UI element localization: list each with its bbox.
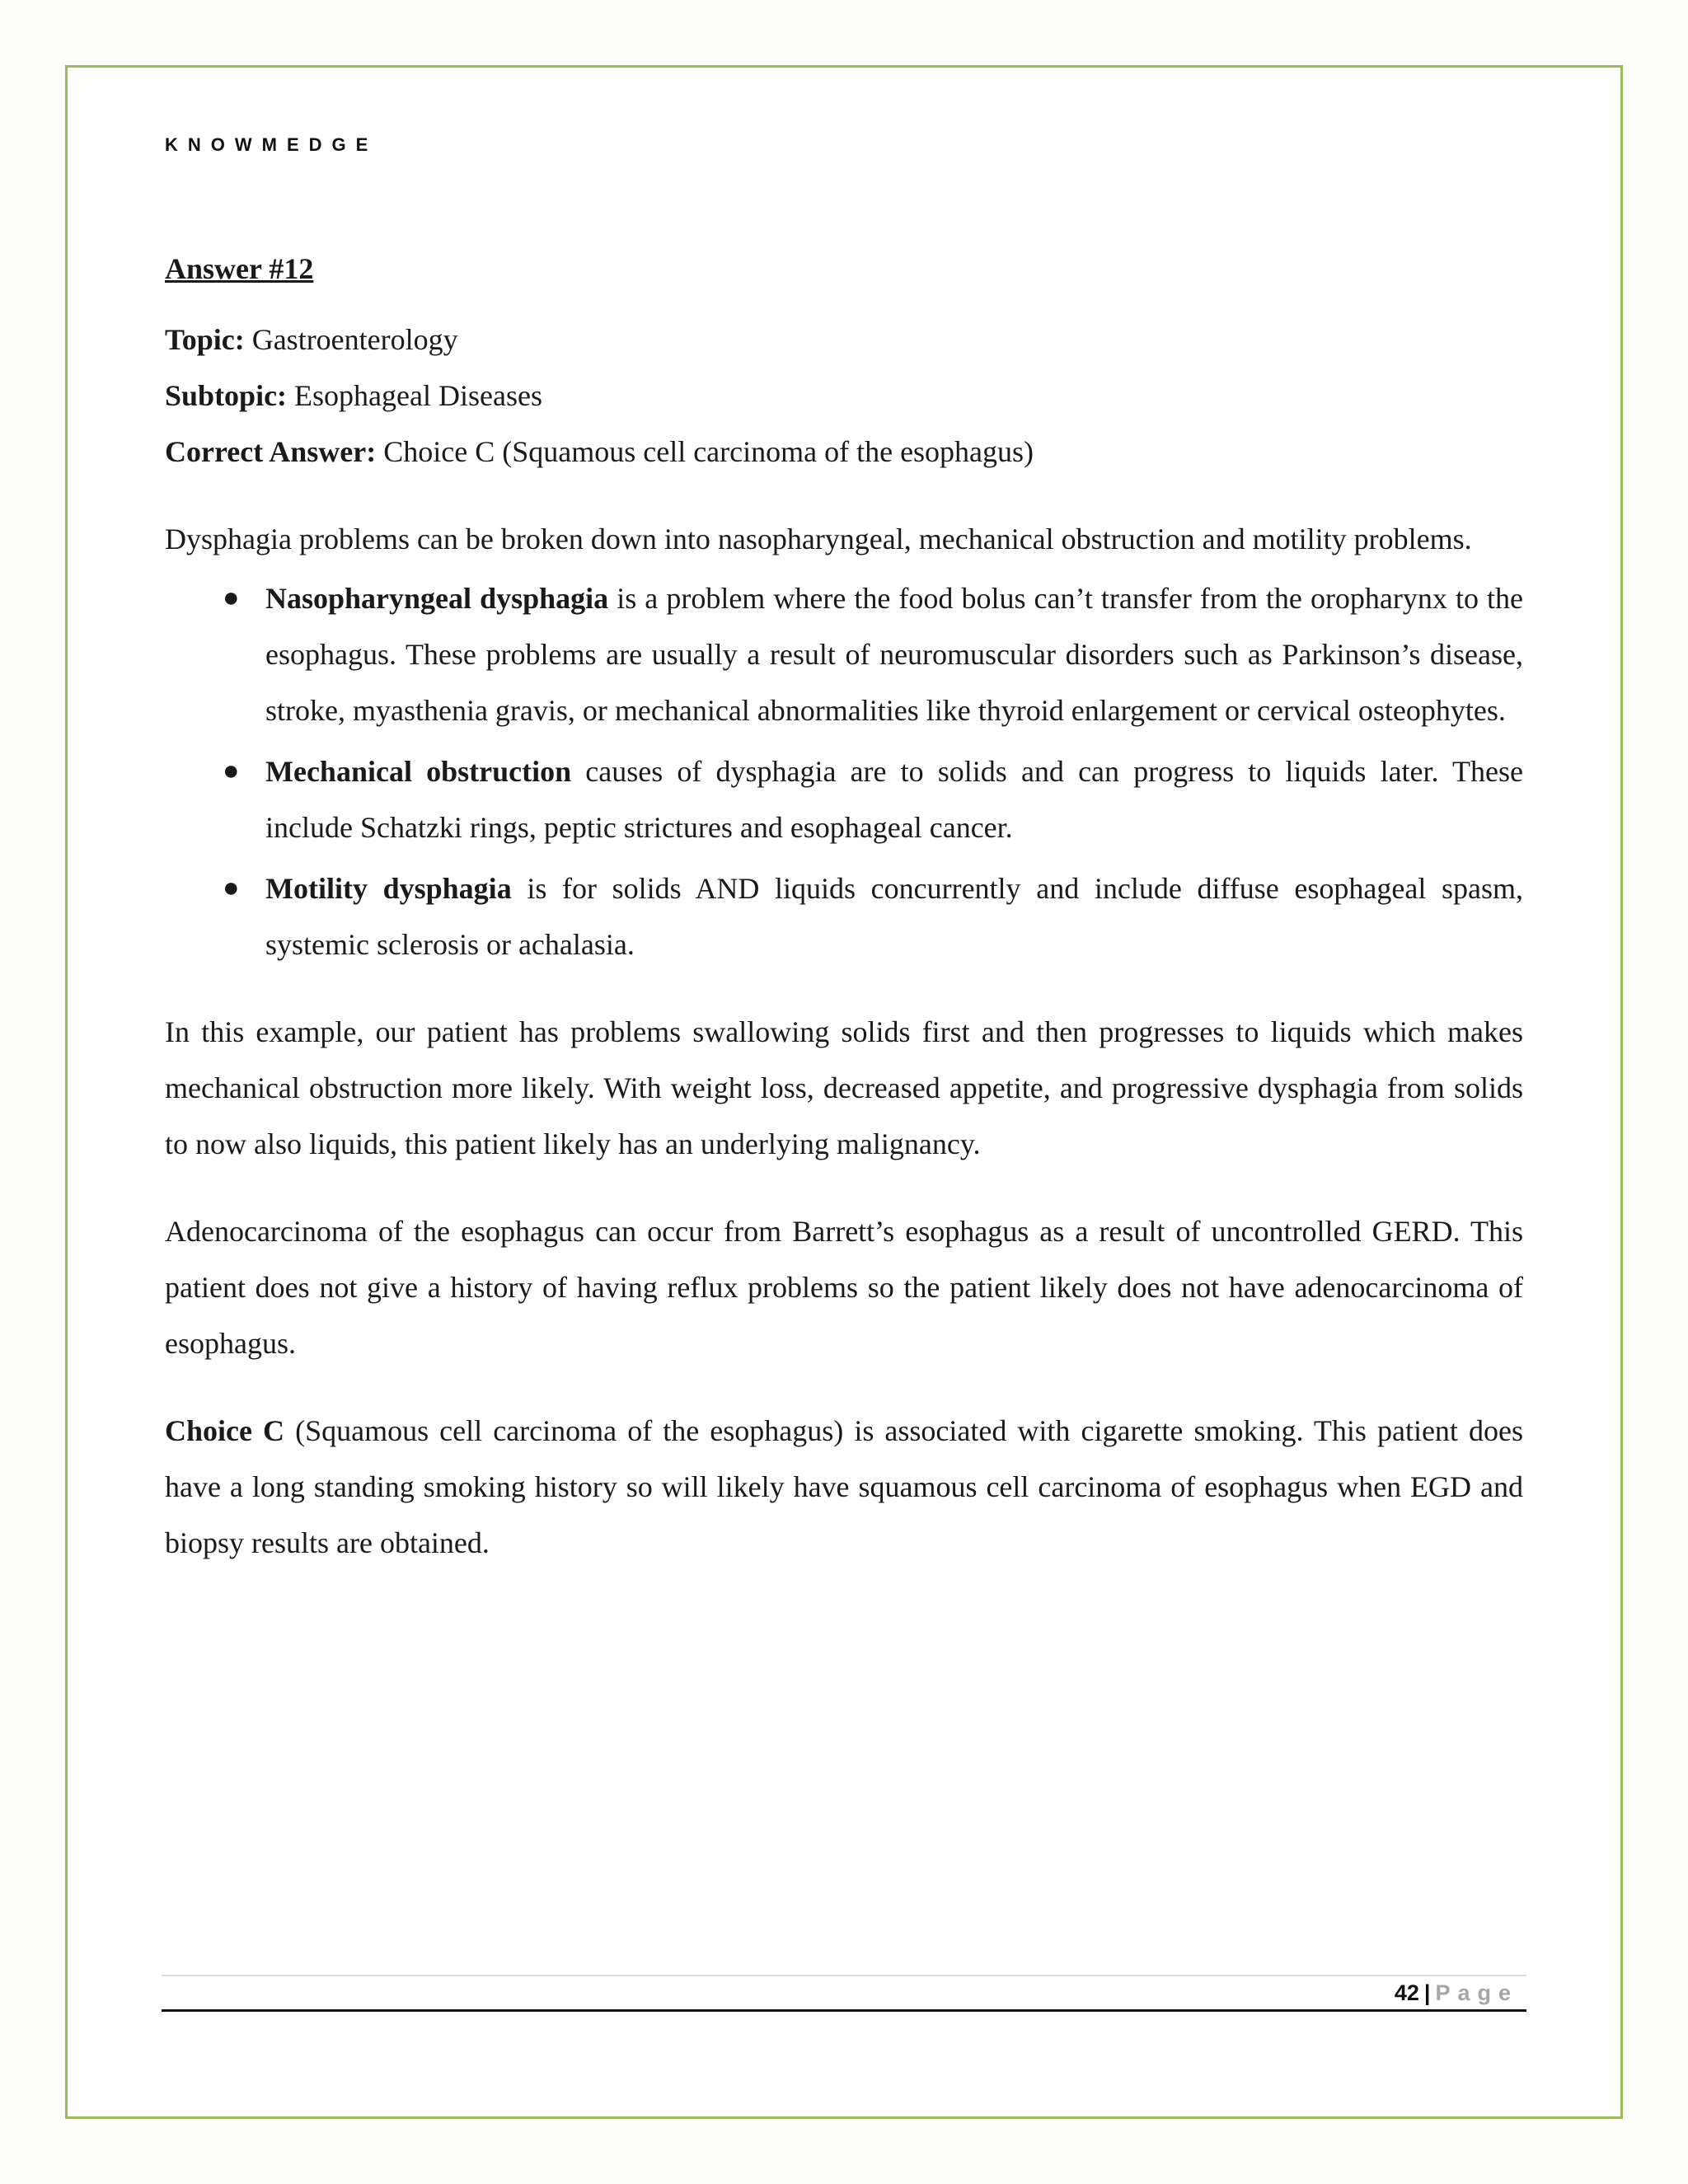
footer-divider-light	[162, 1975, 1526, 1976]
correct-answer-line	[165, 424, 1523, 480]
correct-answer-value: Choice C (Squamous cell carcinoma of the esophagus)	[383, 435, 1034, 468]
brand-header: KNOWMEDGE	[165, 134, 378, 155]
list-item	[223, 743, 1523, 855]
page-footer	[1395, 1978, 1518, 2008]
choice-c-paragraph	[165, 1403, 1523, 1571]
page-number: 42	[1394, 1980, 1419, 2005]
answer-heading: Answer #12	[165, 252, 314, 285]
choice-c-text: (Squamous cell carcinoma of the esophagus) is associated with cigarette smoking. This patient does have a long standing smoking history so will likely have squamous cell carcinoma of esophagus when EGD and biopsy results are obtained.	[165, 1414, 1523, 1559]
bullet-icon: ●	[223, 873, 240, 903]
footer-divider	[162, 2009, 1526, 2012]
subtopic-value: Esophageal Diseases	[294, 379, 542, 412]
adenocarcinoma-paragraph: Adenocarcinoma of the esophagus can occur from Barrett’s esophagus as a result of uncontrolled GERD. This patient does not give a history of having reflux problems so the patient likely does not have adenocarcinoma of esophagus.	[165, 1215, 1523, 1360]
subtopic-label: Subtopic:	[165, 379, 288, 412]
subtopic-line	[165, 368, 1523, 424]
document-body	[165, 241, 1523, 1571]
list-item-term: Motility dysphagia	[265, 872, 512, 905]
list-item-text: is a problem where the food bolus can’t transfer from the oropharynx to the esophagus. These problems are usually a result of neuromuscular disorders such as Parkinson’s disease, stroke, myasthenia gravis, or mechanical abnormalities like thyroid enlargement or cervical osteophytes.	[265, 582, 1524, 727]
list-item	[223, 570, 1524, 738]
list-item-text: causes of dysphagia are to solids and can progress to liquids later. These include Schatzki rings, peptic strictures and esophageal cancer.	[265, 755, 1523, 844]
example-paragraph: In this example, our patient has problems swallowing solids first and then progresses to liquids which makes mechanical obstruction more likely. With weight loss, decreased appetite, and progressive dysphagia from solids to now also liquids, this patient likely has an underlying malignancy.	[165, 1015, 1523, 1160]
intro-paragraph: Dysphagia problems can be broken down into nasopharyngeal, mechanical obstruction and motility problems.	[165, 523, 1472, 555]
bullet-icon: ●	[223, 583, 240, 613]
page-word: Page	[1435, 1980, 1518, 2005]
page-separator: |	[1423, 1980, 1431, 2005]
topic-line	[165, 312, 1523, 368]
bullet-icon: ●	[223, 756, 240, 786]
list-item	[223, 860, 1523, 972]
correct-answer-label: Correct Answer:	[165, 435, 377, 468]
list-item-term: Nasopharyngeal dysphagia	[265, 582, 609, 615]
choice-c-label: Choice C	[165, 1414, 285, 1447]
topic-label: Topic:	[165, 323, 245, 356]
topic-value: Gastroenterology	[251, 323, 458, 356]
list-item-term: Mechanical obstruction	[265, 755, 572, 788]
list-item-text: is for solids AND liquids concurrently and include diffuse esophageal spasm, systemic sclerosis or achalasia.	[265, 872, 1523, 961]
dysphagia-types-list	[165, 570, 1523, 972]
